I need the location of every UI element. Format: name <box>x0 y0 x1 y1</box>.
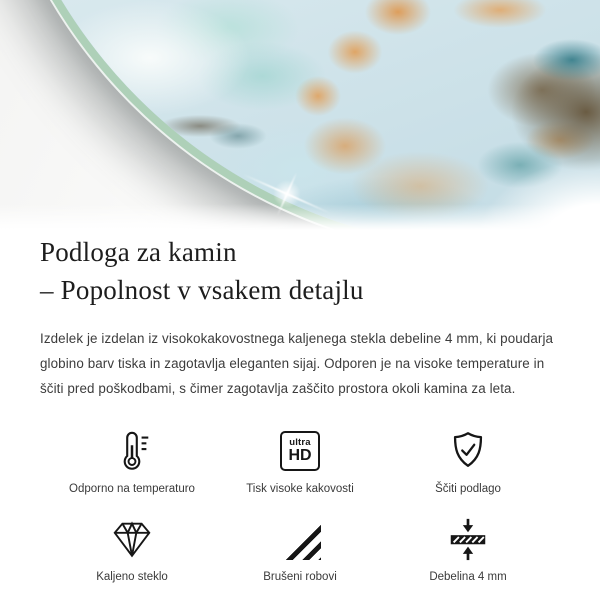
ultra-hd-icon-text-bottom: HD <box>288 447 312 464</box>
feature-label: Odporno na temperaturo <box>69 483 195 495</box>
page-title <box>40 233 560 309</box>
feature-protects-base <box>384 428 552 495</box>
hero-bottom-fade <box>0 204 600 230</box>
ultra-hd-icon <box>280 431 320 471</box>
diamond-icon <box>109 516 155 562</box>
feature-heat-resistant <box>48 428 216 495</box>
thermometer-icon <box>109 428 155 474</box>
feature-label: Ščiti podlago <box>435 483 501 495</box>
beveled-edges-icon <box>279 518 321 560</box>
product-description: Izdelek je izdelan iz visokokakovostnega kaljenega stekla debeline 4 mm, ki poudarja globino barv tiska in zagotavlja eleganten sijaj. Odporen je na visoke temperature in ščiti pred poškodbami, s čimer zagotavlja zaščito prostora okoli kamina za leta. <box>40 331 554 396</box>
thickness-icon <box>445 516 491 562</box>
feature-label: Tisk visoke kakovosti <box>246 483 354 495</box>
feature-tempered-glass <box>48 516 216 583</box>
feature-grid <box>40 428 560 583</box>
feature-thickness <box>384 516 552 583</box>
feature-print-quality <box>216 428 384 495</box>
feature-label: Brušeni robovi <box>263 571 337 583</box>
product-info-section <box>0 233 600 583</box>
shield-check-icon <box>445 428 491 474</box>
title-line-1: Podloga za kamin <box>40 237 237 267</box>
feature-polished-edges <box>216 516 384 583</box>
product-hero-image <box>0 0 600 230</box>
feature-label: Debelina 4 mm <box>429 571 507 583</box>
ultra-hd-icon-text-top: ultra <box>289 437 311 448</box>
title-line-2: – Popolnost v vsakem detajlu <box>40 275 364 305</box>
feature-label: Kaljeno steklo <box>96 571 168 583</box>
